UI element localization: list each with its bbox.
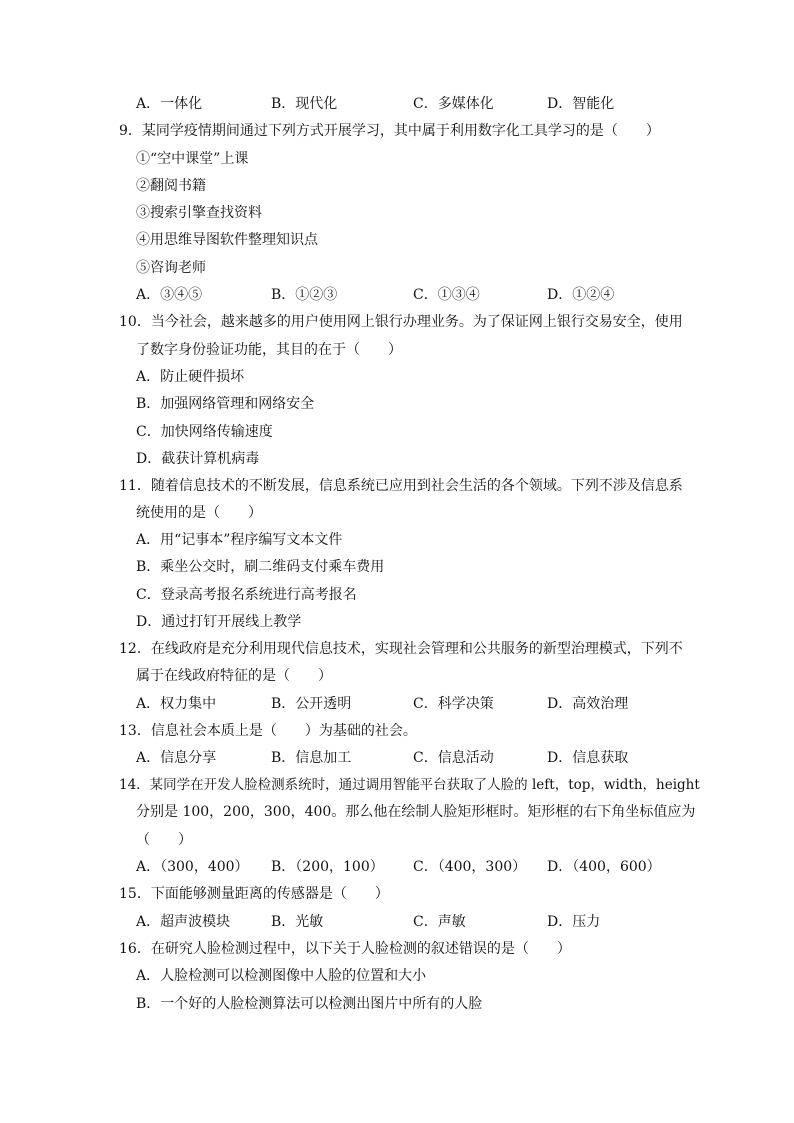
question-stem: 9．某同学疫情期间通过下列方式开展学习，其中属于利用数字化工具学习的是（ ）: [119, 123, 660, 139]
question-item: ④用思维导图软件整理知识点: [136, 232, 318, 248]
question-stem: 14．某同学在开发人脸检测系统时，通过调用智能平台获取了人脸的 left，top，width，height: [119, 777, 700, 793]
question-stem: 属于在线政府特征的是（ ）: [136, 668, 332, 684]
question-stem: 12．在线政府是充分利用现代信息技术，实现社会管理和公共服务的新型治理模式，下列不: [119, 641, 683, 657]
option-d: D．压力: [547, 914, 601, 930]
option-a: A．权力集中: [136, 696, 217, 712]
option-a: A．信息分享: [136, 750, 217, 766]
question-item: ①“空中课堂”上课: [136, 151, 249, 167]
question-stem: 16．在研究人脸检测过程中，以下关于人脸检测的叙述错误的是（ ）: [119, 941, 571, 957]
option-a: A．用“记事本”程序编写文本文件: [136, 532, 343, 548]
option-d: D．智能化: [547, 96, 615, 112]
option-d: D．①②④: [547, 287, 615, 303]
question-item: ③搜索引擎查找资料: [136, 205, 262, 221]
question-stem: 10．当今社会，越来越多的用户使用网上银行办理业务。为了保证网上银行交易安全，使用: [119, 314, 683, 330]
option-c: C．信息活动: [413, 750, 494, 766]
option-a: A．人脸检测可以检测图像中人脸的位置和大小: [136, 968, 427, 984]
option-b: B．光敏: [271, 914, 324, 930]
question-stem: 13．信息社会本质上是（ ）为基础的社会。: [119, 723, 417, 739]
option-c: C．加快网络传输速度: [136, 424, 273, 440]
option-b: B．一个好的人脸检测算法可以检测出图片中所有的人脸: [136, 996, 483, 1012]
option-d: D．高效治理: [547, 696, 629, 712]
option-c: C．登录高考报名系统进行高考报名: [136, 587, 357, 603]
option-b: B．（200，100）: [271, 859, 384, 875]
option-a: A．防止硬件损坏: [136, 369, 245, 385]
option-a: A．（300，400）: [136, 859, 249, 875]
question-stem: （ ）: [136, 832, 192, 848]
question-stem: 11．随着信息技术的不断发展，信息系统已应用到社会生活的各个领域。下列不涉及信息系: [119, 478, 683, 494]
question-item: ⑤咨询老师: [136, 260, 206, 276]
option-c: C．（400，300）: [413, 859, 527, 875]
option-c: C．多媒体化: [413, 96, 494, 112]
question-stem: 分别是 100，200，300，400。那么他在绘制人脸矩形框时。矩形框的右下角坐标值应为: [136, 804, 696, 820]
option-d: D．通过打钉开展线上教学: [136, 614, 302, 630]
option-b: B．公开透明: [271, 696, 352, 712]
option-c: C．声敏: [413, 914, 466, 930]
option-d: D．信息获取: [547, 750, 629, 766]
option-b: B．①②③: [271, 287, 338, 303]
option-a: A．一体化: [136, 96, 203, 112]
option-b: B．现代化: [271, 96, 338, 112]
option-c: C．科学决策: [413, 696, 494, 712]
option-b: B．加强网络管理和网络安全: [136, 396, 315, 412]
option-b: B．乘坐公交时，刷二维码支付乘车费用: [136, 559, 385, 575]
option-c: C．①③④: [413, 287, 480, 303]
question-stem: 了数字身份验证功能，其目的在于（ ）: [136, 342, 402, 358]
option-d: D．截获计算机病毒: [136, 451, 260, 467]
option-b: B．信息加工: [271, 750, 352, 766]
option-a: A．③④⑤: [136, 287, 203, 303]
question-item: ②翻阅书籍: [136, 178, 206, 194]
question-stem: 统使用的是（ ）: [136, 505, 262, 521]
option-a: A．超声波模块: [136, 914, 231, 930]
question-stem: 15．下面能够测量距离的传感器是（ ）: [119, 886, 389, 902]
option-d: D．（400，600）: [547, 859, 661, 875]
